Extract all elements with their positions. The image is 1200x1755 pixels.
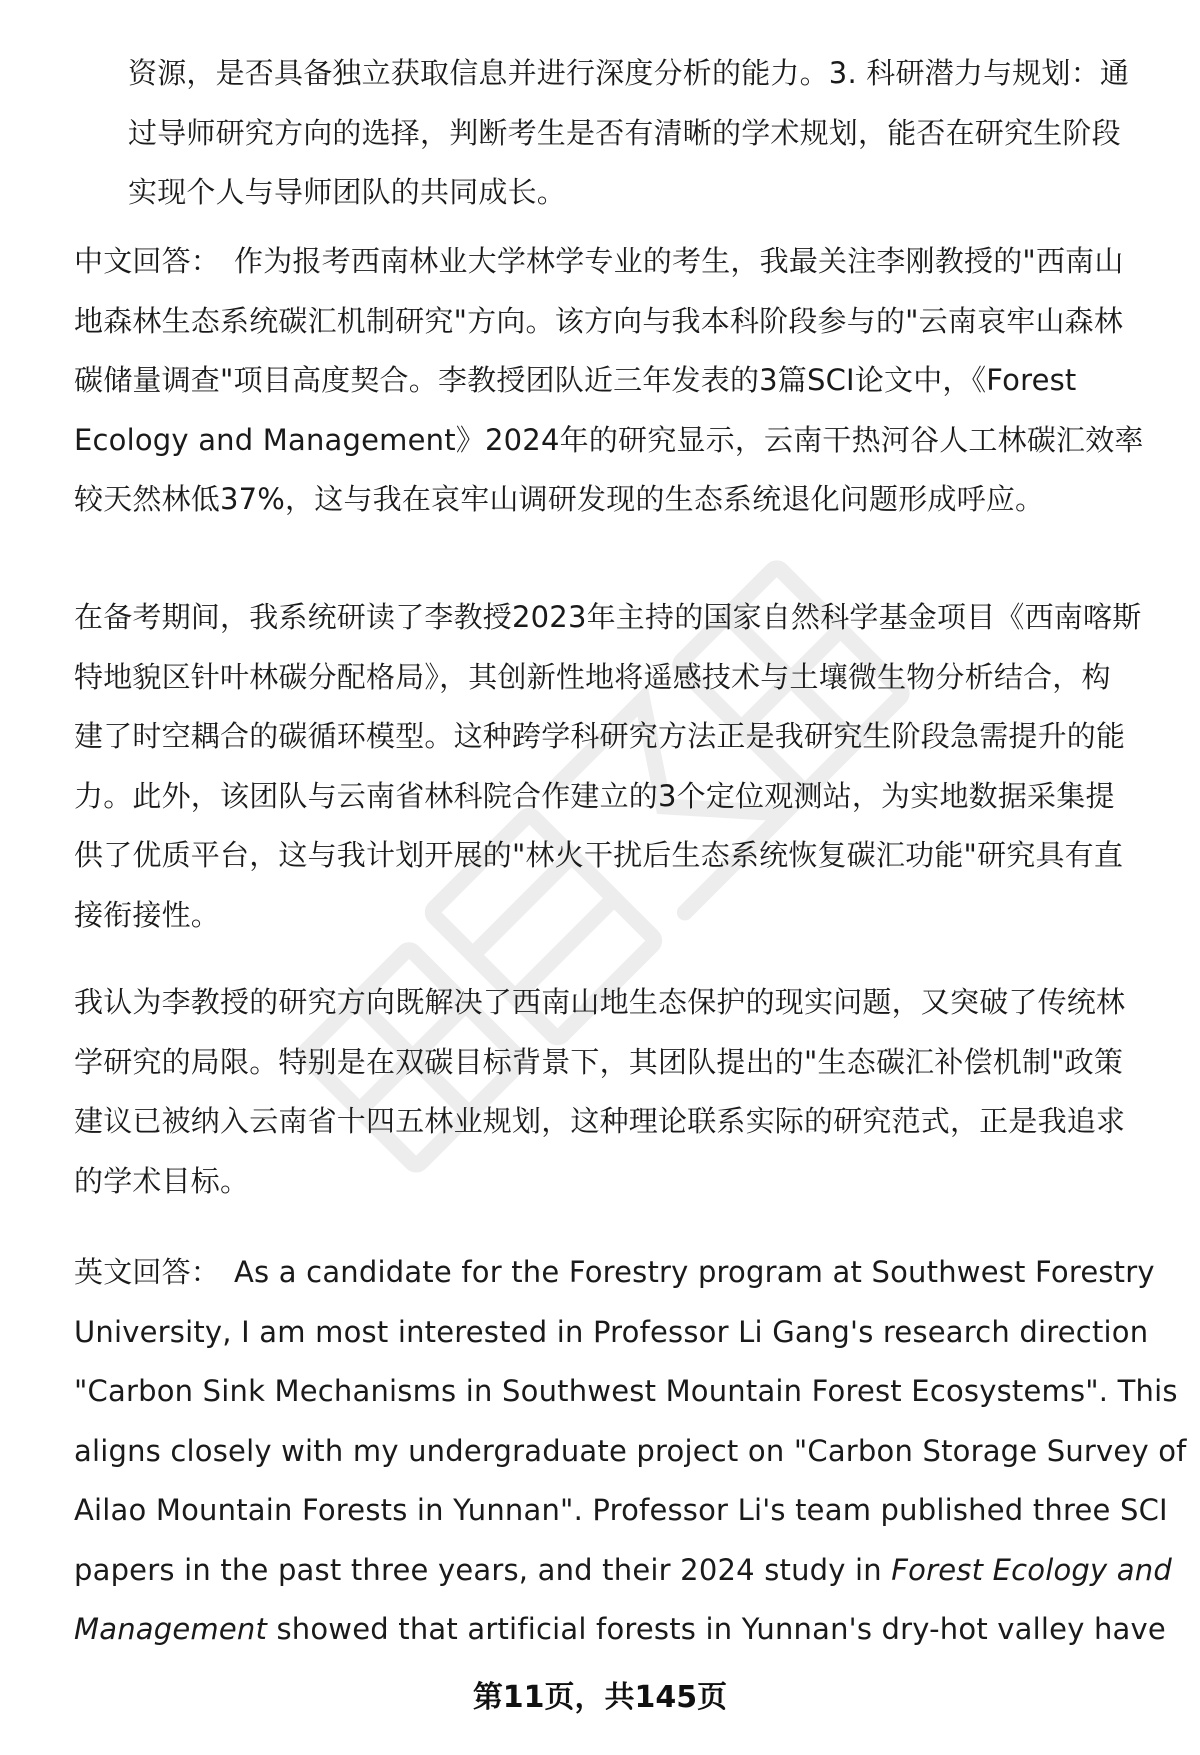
text-line: 力。此外，该团队与云南省林科院合作建立的3个定位观测站，为实地数据采集提 xyxy=(74,778,1115,813)
journal-title-fragment: Forest Ecology and xyxy=(891,1552,1172,1587)
page-number: 第11页，共145页 xyxy=(472,1680,728,1715)
chinese-answer-paragraph-3 xyxy=(74,973,1160,1211)
text-line: Ailao Mountain Forests in Yunnan". Professor Li's team published three SCI xyxy=(74,1493,1168,1527)
text-fragment: 作为报考西南林业大学林学专业的考生，我最关注李刚教授的"西南山 xyxy=(234,244,1124,278)
text-line: 学研究的局限。特别是在双碳目标背景下，其团队提出的"生态碳汇补偿机制"政策 xyxy=(74,1044,1124,1079)
text-line: 供了优质平台，这与我计划开展的"林火干扰后生态系统恢复碳汇功能"研究具有直 xyxy=(74,838,1124,872)
text-line: 建了时空耦合的碳循环模型。这种跨学科研究方法正是我研究生阶段急需提升的能 xyxy=(74,719,1126,753)
text-fragment: papers in the past three years, and their 2024 study in xyxy=(74,1552,892,1587)
text-line: 地森林生态系统碳汇机制研究"方向。该方向与我本科阶段参与的"云南哀牢山森林 xyxy=(74,303,1124,338)
text-line: 我认为李教授的研究方向既解决了西南山地生态保护的现实问题，又突破了传统林 xyxy=(74,985,1126,1019)
text-line: 碳储量调查"项目高度契合。李教授团队近三年发表的3篇SCI论文中，《Forest xyxy=(74,363,1077,397)
english-answer-paragraph xyxy=(74,1243,1187,1660)
text-line xyxy=(74,232,1160,292)
text-line: University, I am most interested in Professor Li Gang's research direction xyxy=(74,1314,1149,1349)
text-line: 过导师研究方向的选择，判断考生是否有清晰的学术规划，能否在研究生阶段 xyxy=(128,115,1121,150)
text-line: 的学术目标。 xyxy=(74,1163,250,1198)
journal-title-fragment: Management xyxy=(74,1612,268,1646)
text-line: 在备考期间，我系统研读了李教授2023年主持的国家自然科学基金项目《西南喀斯 xyxy=(74,600,1142,634)
intro-paragraph xyxy=(128,44,1160,223)
english-answer-label: 英文回答： xyxy=(74,1255,221,1289)
text-line: 实现个人与导师团队的共同成长。 xyxy=(128,175,567,209)
text-fragment: As a candidate for the Forestry program at Southwest Forestry xyxy=(234,1255,1155,1289)
text-line xyxy=(74,1541,1172,1601)
chinese-answer-paragraph-1 xyxy=(74,232,1160,530)
text-line: 较天然林低37%，这与我在哀牢山调研发现的生态系统退化问题形成呼应。 xyxy=(74,482,1045,516)
chinese-answer-paragraph-2 xyxy=(74,588,1160,945)
text-line xyxy=(74,1600,1166,1660)
text-line: 特地貌区针叶林碳分配格局》，其创新性地将遥感技术与土壤微生物分析结合，构 xyxy=(74,659,1111,694)
text-line: 接衔接性。 xyxy=(74,897,221,932)
text-line: "Carbon Sink Mechanisms in Southwest Mountain Forest Ecosystems". This xyxy=(74,1374,1178,1408)
text-line xyxy=(74,1243,1160,1303)
chinese-answer-label: 中文回答： xyxy=(74,244,221,278)
text-line: 资源，是否具备独立获取信息并进行深度分析的能力。3. 科研潜力与规划：通 xyxy=(128,56,1130,90)
text-line: Ecology and Management》2024年的研究显示，云南干热河谷人工林碳汇效率 xyxy=(74,422,1144,457)
text-fragment: showed that artificial forests in Yunnan's dry-hot valley have xyxy=(267,1612,1166,1646)
text-line: 建议已被纳入云南省十四五林业规划，这种理论联系实际的研究范式，正是我追求 xyxy=(74,1104,1126,1138)
text-line: aligns closely with my undergraduate project on "Carbon Storage Survey of xyxy=(74,1433,1187,1468)
